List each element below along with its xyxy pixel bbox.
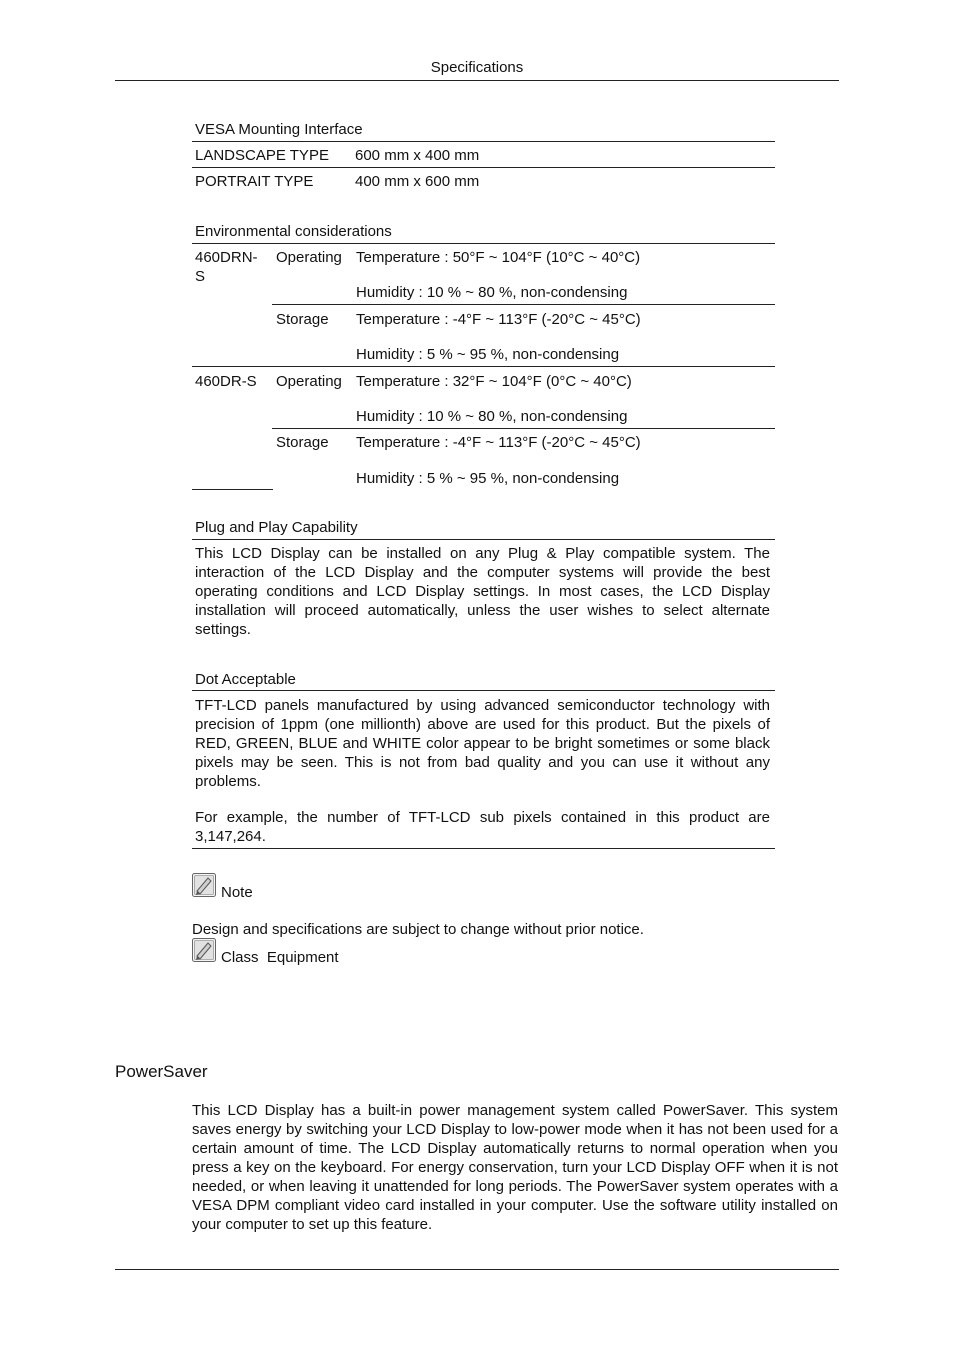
env-model-1-line2: S <box>195 268 206 285</box>
note-icon <box>192 873 216 897</box>
env-model-2-operating-mode: Operating <box>276 373 342 390</box>
env-rule-bottom <box>192 489 273 490</box>
dot-body-2: For example, the number of TFT-LCD sub pixels contained in this product are 3,147,264. <box>195 809 770 845</box>
env-model-2-storage-mode: Storage <box>276 434 329 451</box>
env-model-1-operating-humidity: Humidity : 10 % ~ 80 %, non-condensing <box>356 284 628 301</box>
env-model-2-storage-temp: Temperature : -4°F ~ 113°F (-20°C ~ 45°C) <box>356 434 641 451</box>
vesa-row-portrait-label <box>195 172 313 191</box>
env-model-1-storage-mode: Storage <box>276 311 329 328</box>
vesa-section-title: VESA Mounting Interface <box>195 121 363 138</box>
footer-rule <box>115 1269 839 1270</box>
page-header-title: Specifications <box>430 59 524 76</box>
dot-body-1: TFT-LCD panels manufactured by using advanced semiconductor technology with precision of 1ppm (one millionth) above are used for this product. But the pixels of RED, GREEN, BLUE and WHITE color appear to be bright sometimes or some black pixels may be seen. This is not from bad quality and you can use it without any problems. <box>195 697 770 790</box>
vesa-row-portrait-value: 400 mm x 600 mm <box>355 173 480 190</box>
note-text: Design and specifications are subject to change without prior notice. <box>192 921 644 938</box>
env-model-1-storage-temp: Temperature : -4°F ~ 113°F (-20°C ~ 45°C) <box>356 311 641 328</box>
env-model-1-operating-mode: Operating <box>276 249 342 266</box>
vesa-rule-top <box>192 141 775 142</box>
vesa-row-portrait-rest: TYPE <box>270 173 314 190</box>
powersaver-body: This LCD Display has a built-in power management system called PowerSaver. This system saves energy by switching your LCD Display to low-power mode when it has not been used for a certain amount of time. The LCD Display automatically returns to normal operation when you press a key on the keyboard. For energy conservation, turn your LCD Display OFF when it is not needed, or when leaving it unattended for long periods. The PowerSaver system operates with a VESA DPM compliant video card installed in your computer. Use the software utility installed on your computer to set up this feature. <box>192 1102 838 1233</box>
dot-rule-bottom <box>192 848 775 849</box>
pnp-section-title: Plug and Play Capability <box>195 519 358 536</box>
env-section-title: Environmental considerations <box>195 223 392 240</box>
vesa-row-landscape-strong: LANDSCAPE <box>195 147 286 164</box>
env-model-1-line1: 460DRN- <box>195 249 258 266</box>
note-label: Note <box>221 884 253 901</box>
env-model-2-storage-humidity: Humidity : 5 % ~ 95 %, non-condensing <box>356 470 620 487</box>
env-model-1-group-rule <box>272 304 775 305</box>
vesa-row-landscape-value: 600 mm x 400 mm <box>355 147 480 164</box>
powersaver-title: PowerSaver <box>115 1062 208 1081</box>
note-icon <box>192 938 216 962</box>
vesa-row-landscape-label <box>195 146 329 165</box>
vesa-rule-mid <box>192 167 775 168</box>
header-rule <box>115 80 839 81</box>
vesa-row-portrait-strong: PORTRAIT <box>195 173 271 190</box>
env-model-2-group-rule <box>272 428 775 429</box>
env-model-2-line1: 460DR-S <box>195 373 257 390</box>
dot-rule-top <box>192 690 775 691</box>
dot-section-title: Dot Acceptable <box>195 671 296 688</box>
env-model-1-operating-temp: Temperature : 50°F ~ 104°F (10°C ~ 40°C) <box>356 249 641 266</box>
env-model-rule <box>192 366 775 367</box>
env-rule-top <box>192 243 775 244</box>
pnp-rule-top <box>192 539 775 540</box>
vesa-row-landscape-rest: TYPE <box>285 147 329 164</box>
env-model-2-operating-humidity: Humidity : 10 % ~ 80 %, non-condensing <box>356 408 628 425</box>
env-model-2-operating-temp: Temperature : 32°F ~ 104°F (0°C ~ 40°C) <box>356 373 632 390</box>
pnp-body: This LCD Display can be installed on any Plug & Play compatible system. The interaction of the LCD Display and the computer systems will provide the best operating conditions and LCD Display settings. In most cases, the LCD Display installation will proceed automatically, unless the user wishes to select alternate settings. <box>195 545 770 638</box>
env-model-1-storage-humidity: Humidity : 5 % ~ 95 %, non-condensing <box>356 346 620 363</box>
class-equipment-label: Class Equipment <box>221 949 339 966</box>
